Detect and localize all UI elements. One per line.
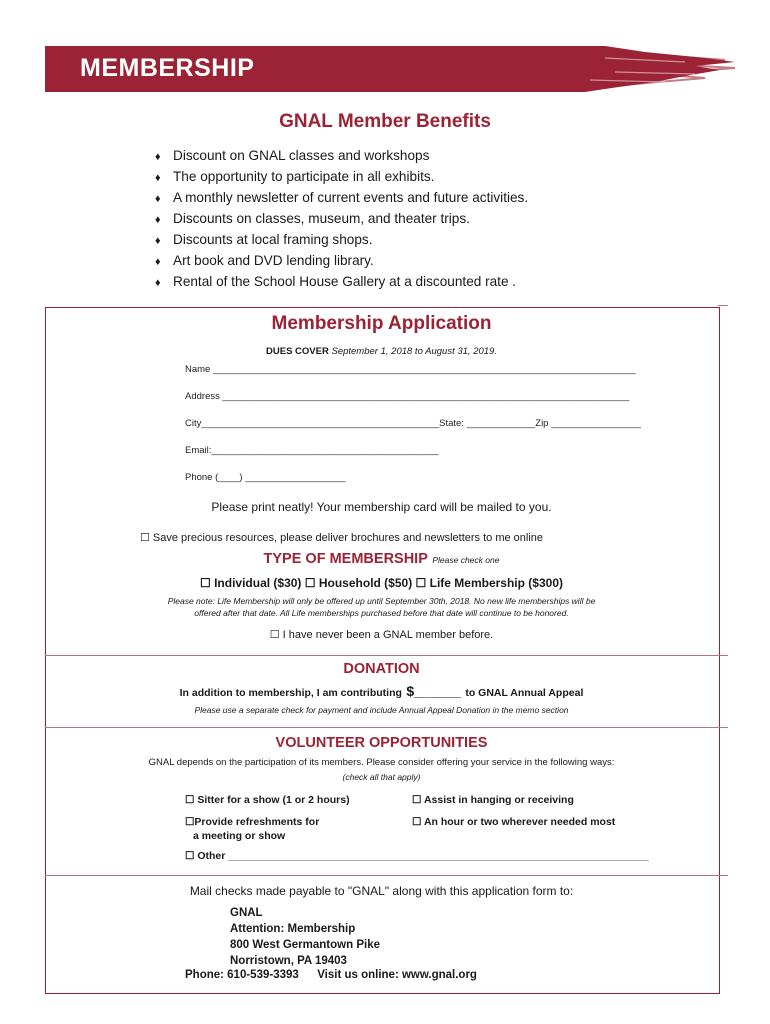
page-title: MEMBERSHIP bbox=[80, 54, 255, 82]
divider bbox=[45, 875, 728, 876]
online-delivery-checkbox[interactable]: ☐ Save precious resources, please deliver brochures and newsletters to me online bbox=[140, 532, 544, 544]
volunteer-title: VOLUNTEER OPPORTUNITIES bbox=[275, 735, 488, 751]
email-field[interactable]: Email:___________________________________________ bbox=[185, 445, 439, 456]
hanging-checkbox[interactable]: ☐ Assist in hanging or receiving bbox=[412, 794, 574, 806]
list-item: ♦ Discount on GNAL classes and workshops bbox=[155, 145, 528, 166]
never-member-checkbox[interactable]: ☐ I have never been a GNAL member before. bbox=[269, 629, 494, 641]
volunteer-intro: GNAL depends on the participation of its members. Please consider offering your service in the following ways: bbox=[148, 757, 615, 768]
list-item: ♦ A monthly newsletter of current events and future activities. bbox=[155, 187, 528, 208]
mail-org: GNAL bbox=[230, 907, 263, 919]
address-field[interactable]: Address _____________________________________________________________________________ bbox=[185, 391, 630, 402]
list-item: ♦ Art book and DVD lending library. bbox=[155, 250, 528, 271]
diamond-bullet-icon: ♦ bbox=[155, 256, 161, 268]
name-field[interactable]: Name ________________________________________________________________________________ bbox=[185, 364, 636, 375]
website-link[interactable]: Visit us online: www.gnal.org bbox=[317, 969, 477, 981]
diamond-bullet-icon: ♦ bbox=[155, 172, 161, 184]
diamond-bullet-icon: ♦ bbox=[155, 214, 161, 226]
check-all-note: (check all that apply) bbox=[342, 772, 421, 782]
diamond-bullet-icon: ♦ bbox=[155, 235, 161, 247]
diamond-bullet-icon: ♦ bbox=[155, 151, 161, 163]
donation-title: DONATION bbox=[343, 661, 420, 677]
life-membership-note-2: offered after that date. All Life memberships purchased before that date will continue to be honored. bbox=[194, 608, 569, 618]
application-title: Membership Application bbox=[271, 313, 492, 334]
life-membership-note-1: Please note: Life Membership will only be offered up until September 30th, 2018. No new life memberships will be bbox=[167, 596, 596, 606]
diamond-bullet-icon: ♦ bbox=[155, 193, 161, 205]
phone-field[interactable]: Phone (____) ___________________ bbox=[185, 472, 346, 483]
divider bbox=[718, 305, 728, 306]
mail-street: 800 West Germantown Pike bbox=[230, 939, 380, 951]
city-state-zip-field[interactable]: City_____________________________________________State: _____________Zip _________________ bbox=[185, 418, 641, 429]
sitter-checkbox[interactable]: ☐ Sitter for a show (1 or 2 hours) bbox=[185, 794, 350, 806]
mail-attention: Attention: Membership bbox=[230, 923, 356, 935]
diamond-bullet-icon: ♦ bbox=[155, 277, 161, 289]
list-item: ♦ Discounts on classes, museum, and theater trips. bbox=[155, 208, 528, 229]
donation-line[interactable]: In addition to membership, I am contributing $______ to GNAL Annual Appeal bbox=[179, 683, 584, 699]
membership-options[interactable]: ☐ Individual ($30) ☐ Household ($50) ☐ Life Membership ($300) bbox=[199, 576, 563, 590]
print-note: Please print neatly! Your membership card will be mailed to you. bbox=[211, 500, 552, 514]
divider bbox=[45, 655, 728, 656]
donation-note: Please use a separate check for payment and include Annual Appeal Donation in the memo section bbox=[194, 705, 569, 715]
refreshments-checkbox[interactable]: ☐Provide refreshments for bbox=[185, 816, 320, 828]
other-checkbox[interactable]: ☐ Other ________________________________________________________________________ bbox=[185, 850, 649, 862]
list-item: ♦ Rental of the School House Gallery at a discounted rate . bbox=[155, 271, 528, 292]
divider bbox=[45, 727, 728, 728]
contact-line bbox=[185, 969, 477, 981]
benefits-list bbox=[155, 145, 528, 292]
list-item: ♦ Discounts at local framing shops. bbox=[155, 229, 528, 250]
mail-city: Norristown, PA 19403 bbox=[230, 955, 347, 967]
dues-period: DUES COVER September 1, 2018 to August 31, 2019. bbox=[266, 346, 497, 357]
list-item: ♦ The opportunity to participate in all exhibits. bbox=[155, 166, 528, 187]
mail-instructions: Mail checks made payable to "GNAL" along with this application form to: bbox=[189, 884, 574, 898]
hour-or-two-checkbox[interactable]: ☐ An hour or two wherever needed most bbox=[412, 816, 616, 828]
membership-type-heading: TYPE OF MEMBERSHIP Please check one bbox=[263, 551, 500, 567]
phone-number: Phone: 610-539-3393 bbox=[185, 969, 299, 981]
refreshments-label-cont: a meeting or show bbox=[193, 830, 286, 842]
benefits-title: GNAL Member Benefits bbox=[279, 111, 491, 132]
